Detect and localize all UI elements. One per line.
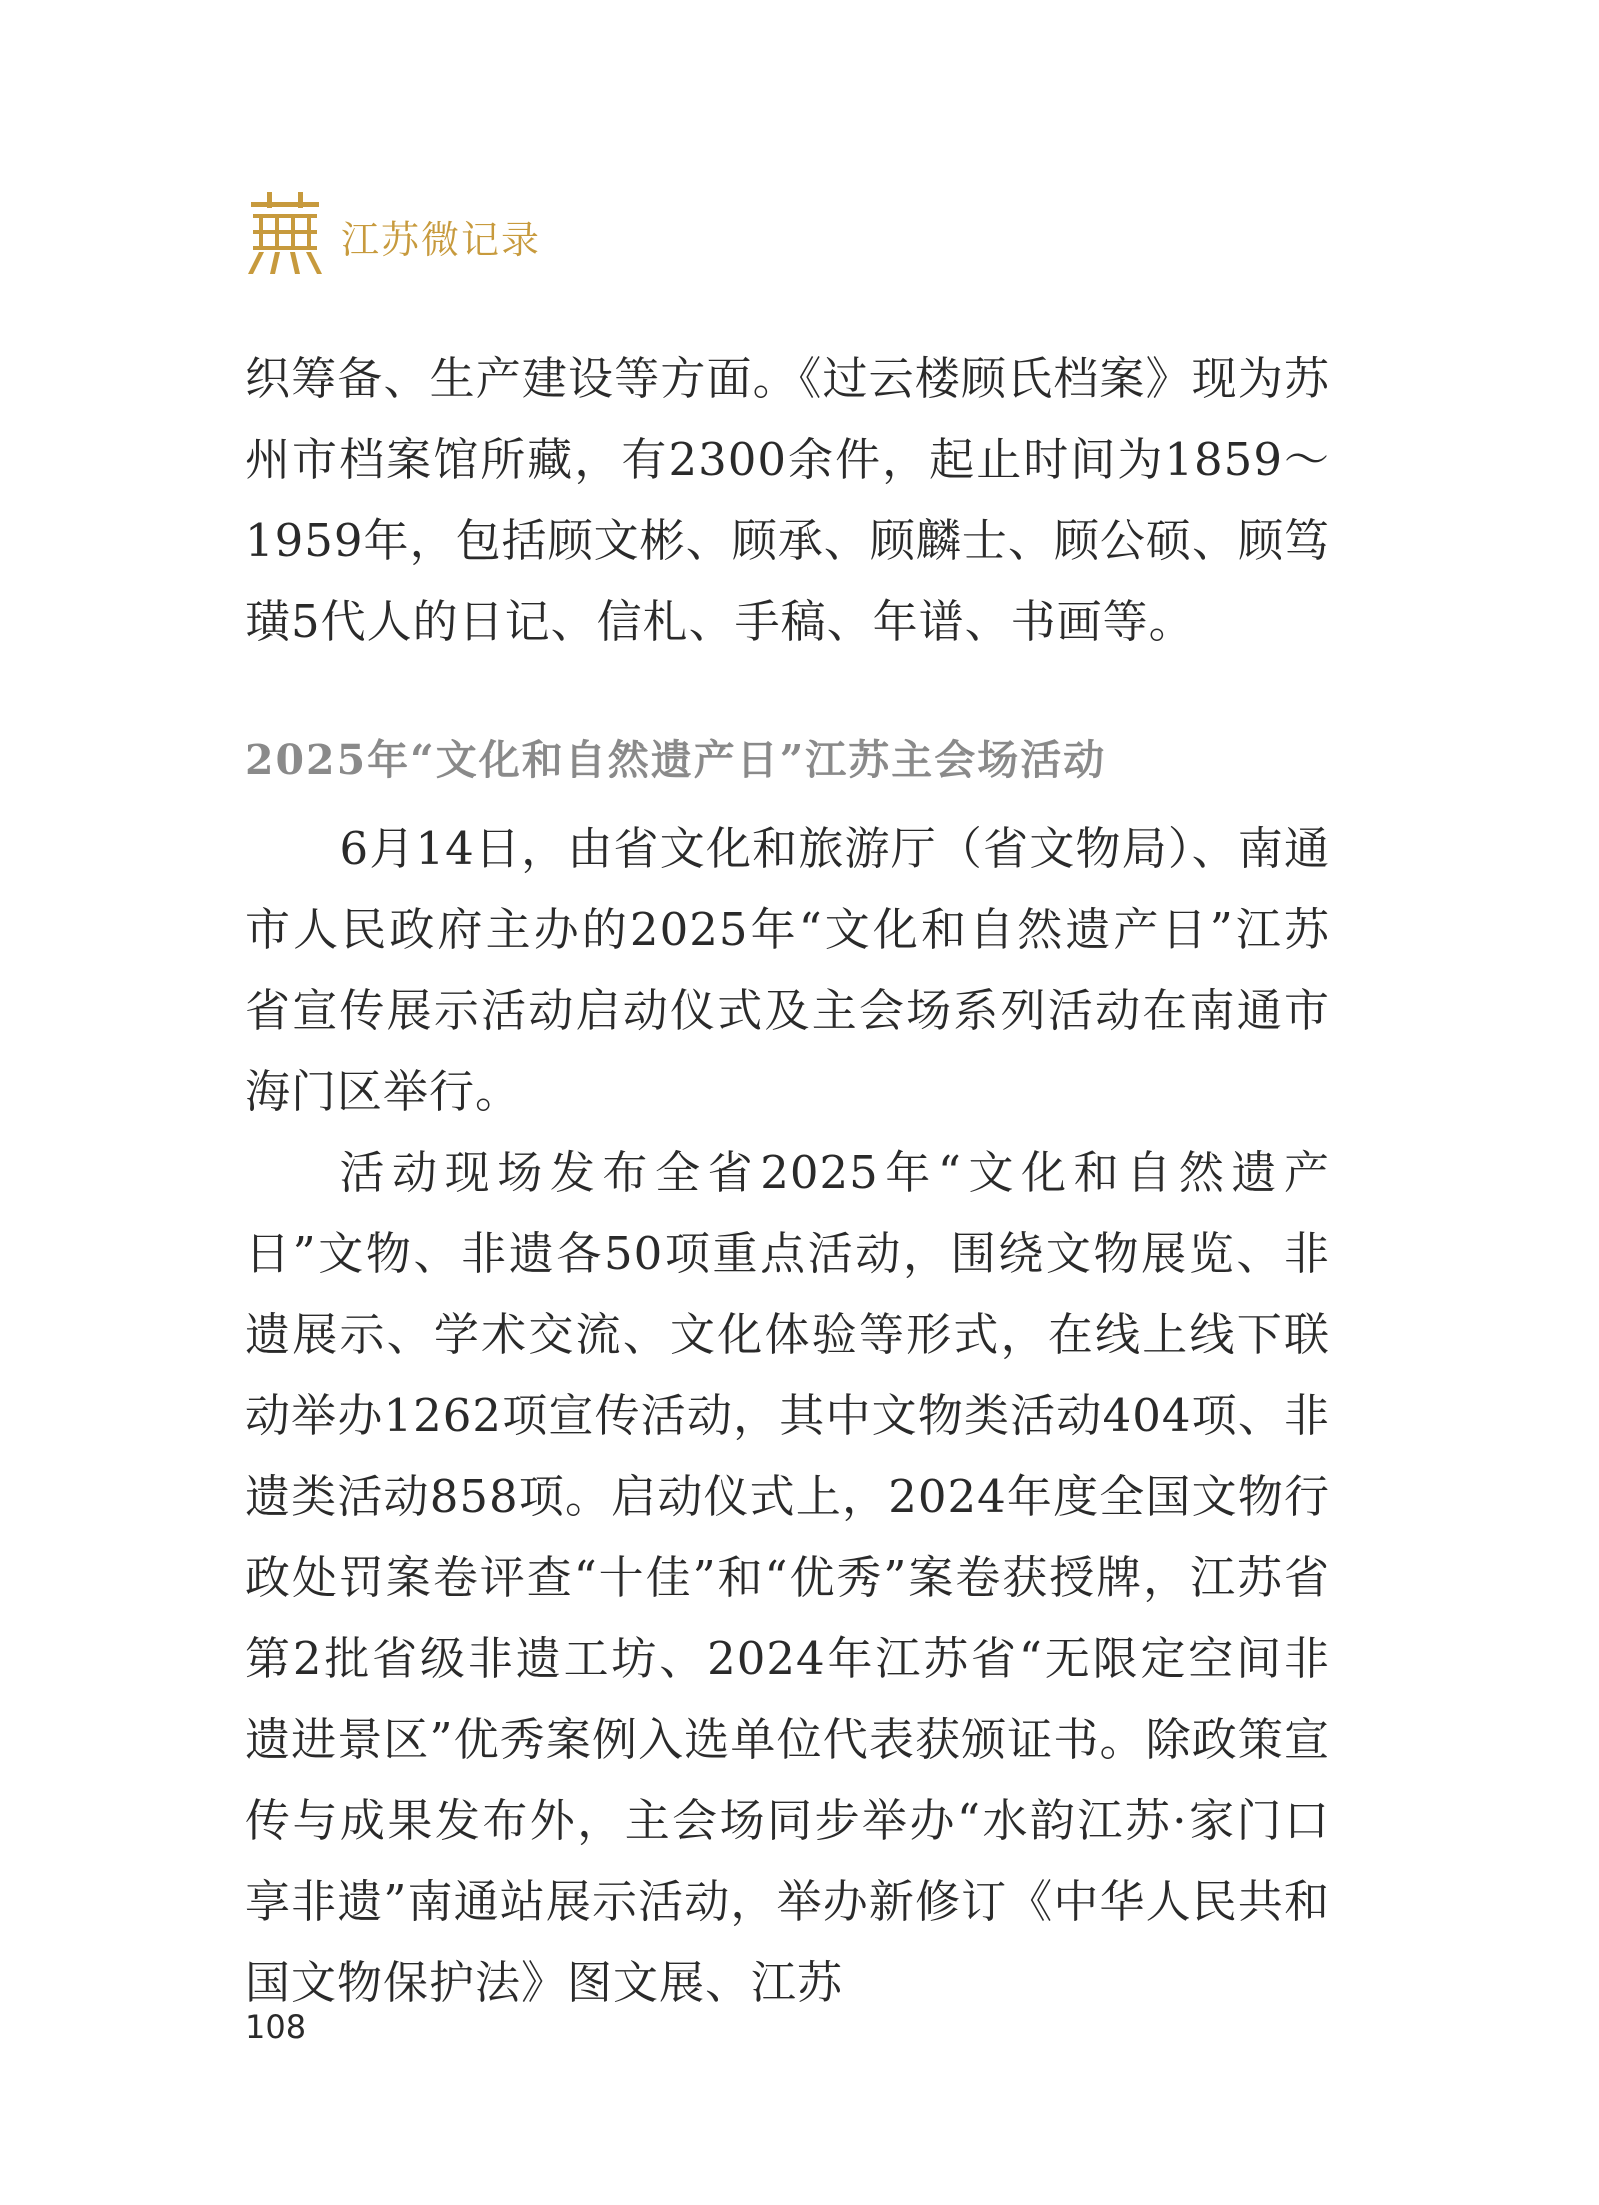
paragraph-3: 活动现场发布全省2025年“文化和自然遗产日”文物、非遗各50项重点活动，围绕文物展览、非遗展示、学术交流、文化体验等形式，在线上线下联动举办1262项宣传活动，其中文物类活动404项、非遗类活动858项。启动仪式上，2024年度全国文物行政处罚案卷评查“十佳”和“优秀”案卷获授牌，江苏省第2批省级非遗工坊、2024年江苏省“无限定空间非遗进景区”优秀案例入选单位代表获颁证书。除政策宣传与成果发布外，主会场同步举办“水韵江苏·家门口享非遗”南通站展示活动，举办新修订《中华人民共和国文物保护法》图文展、江苏 bbox=[245, 1146, 1330, 2009]
page-header bbox=[245, 188, 541, 278]
article-body bbox=[245, 338, 1330, 2023]
paragraph-1: 织筹备、生产建设等方面。《过云楼顾氏档案》现为苏州市档案馆所藏，有2300余件，起止时间为1859～1959年，包括顾文彬、顾承、顾麟士、顾公硕、顾笃璜5代人的日记、信札、手稿、年谱、书画等。 bbox=[245, 352, 1330, 648]
brand-title: 江苏微记录 bbox=[341, 217, 542, 262]
page-number: 108 bbox=[245, 2008, 307, 2046]
jiangsu-su-character-logo-icon bbox=[245, 190, 325, 276]
paragraph-2: 6月14日，由省文化和旅游厅（省文物局）、南通市人民政府主办的2025年“文化和自然遗产日”江苏省宣传展示活动启动仪式及主会场系列活动在南通市海门区举行。 bbox=[245, 822, 1330, 1118]
section-heading: 2025年“文化和自然遗产日”江苏主会场活动 bbox=[245, 736, 1107, 784]
